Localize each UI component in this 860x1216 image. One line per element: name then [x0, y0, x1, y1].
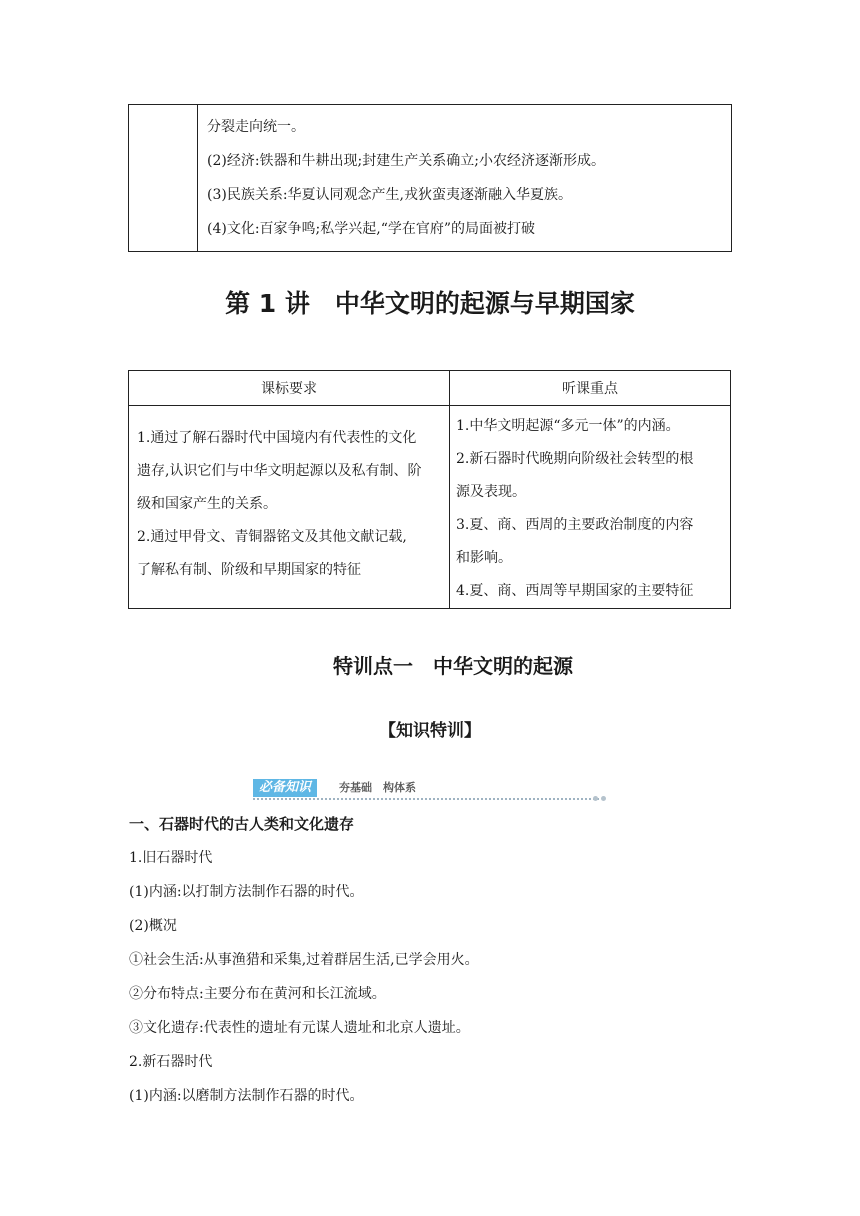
table-line: (4)文化:百家争鸣;私学兴起,“学在官府”的局面被打破 — [207, 221, 536, 237]
table-content-cell — [198, 105, 732, 252]
content-line: ③文化遗存:代表性的遗址有元谋人遗址和北京人遗址。 — [129, 1020, 470, 1036]
content-line: 2.新石器时代 — [129, 1054, 213, 1070]
curriculum-line: 级和国家产生的关系。 — [137, 496, 277, 512]
banner-subtitle: 夯基础 构体系 — [339, 781, 416, 794]
focus-line: 3.夏、商、西周的主要政治制度的内容 — [456, 517, 694, 533]
section-title: 特训点一 中华文明的起源 — [333, 654, 573, 678]
focus-line: 和影响。 — [456, 550, 512, 566]
content-line: (2)概况 — [129, 918, 177, 934]
curriculum-line: 1.通过了解石器时代中国境内有代表性的文化 — [137, 430, 417, 446]
content-heading: 一、石器时代的古人类和文化遗存 — [129, 815, 355, 833]
curriculum-line: 遗存,认识它们与中华文明起源以及私有制、阶 — [137, 463, 422, 479]
curriculum-line: 2.通过甲骨文、青铜器铭文及其他文献记载, — [137, 529, 407, 545]
continuation-table — [128, 104, 732, 252]
banner-dot-icon — [601, 796, 606, 801]
focus-line: 1.中华文明起源“多元一体”的内涵。 — [456, 418, 680, 434]
focus-line: 2.新石器时代晚期向阶级社会转型的根 — [456, 451, 694, 467]
content-line: (1)内涵:以打制方法制作石器的时代。 — [129, 884, 364, 900]
banner-dot-icon — [593, 796, 598, 801]
requirements-table — [128, 370, 731, 609]
curriculum-cell — [129, 406, 450, 609]
focus-line: 4.夏、商、西周等早期国家的主要特征 — [456, 583, 694, 599]
banner-tag: 必备知识 — [253, 779, 317, 797]
lecture-title: 第 1 讲 中华文明的起源与早期国家 — [225, 289, 635, 318]
banner-dotted-line — [253, 798, 599, 800]
table-empty-cell — [129, 105, 198, 252]
content-line: ①社会生活:从事渔猎和采集,过着群居生活,已学会用火。 — [129, 952, 479, 968]
table-line: (2)经济:铁器和牛耕出现;封建生产关系确立;小农经济逐渐形成。 — [207, 153, 605, 169]
table-header-focus: 听课重点 — [450, 371, 731, 406]
table-line: (3)民族关系:华夏认同观念产生,戎狄蛮夷逐渐融入华夏族。 — [207, 187, 572, 203]
curriculum-line: 了解私有制、阶级和早期国家的特征 — [137, 562, 361, 578]
essential-knowledge-banner — [253, 777, 609, 801]
content-line: (1)内涵:以磨制方法制作石器的时代。 — [129, 1088, 364, 1104]
content-line: ②分布特点:主要分布在黄河和长江流域。 — [129, 986, 386, 1002]
knowledge-title: 【知识特训】 — [379, 721, 481, 741]
table-header-curriculum: 课标要求 — [129, 371, 450, 406]
focus-line: 源及表现。 — [456, 484, 526, 500]
content-line: 1.旧石器时代 — [129, 850, 213, 866]
focus-cell — [450, 406, 731, 609]
table-line: 分裂走向统一。 — [207, 119, 305, 135]
